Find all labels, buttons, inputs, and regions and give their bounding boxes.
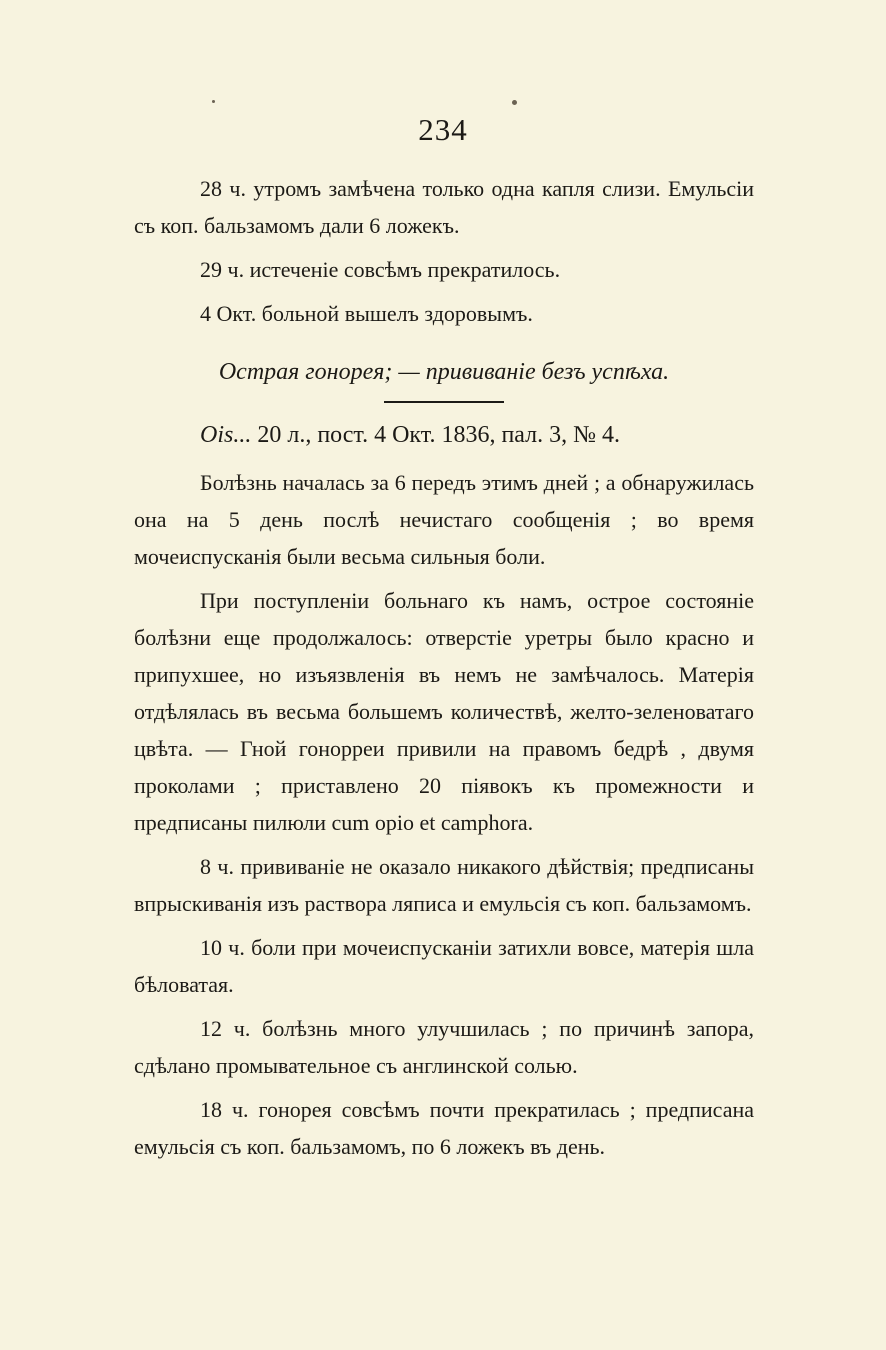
paragraph: При поступленіи больнаго къ намъ, острое состояніе болѣзни еще продолжалось: отверстіе уретры было красно и припухшее, но изъязвленія въ немъ не замѣчалось. Матерія отдѣлялась въ весьма большемъ количествѣ, желто-зеленоватаго цвѣта. — Гной гонорреи привили на правомъ бедрѣ , двумя проколами ; приставлено 20 піявокъ къ промежности и предписаны пилюли cum opio et camphora.	[134, 588, 754, 835]
paragraph: 28 ч. утромъ замѣчена только одна капля слизи. Емульсіи съ коп. бальзамомъ дали 6 ложекъ.	[134, 176, 754, 238]
ink-speck	[512, 100, 517, 105]
body-text	[134, 170, 754, 1172]
paragraph: 4 Окт. больной вышелъ здоровымъ.	[200, 301, 533, 326]
paragraph: Болѣзнь началась за 6 передъ этимъ дней ; а обнаружилась она на 5 день послѣ нечистаго сообщенія ; во время мочеиспусканія были весьма сильныя боли.	[134, 470, 754, 569]
case-details: 20 л., пост. 4 Окт. 1836, пал. 3, № 4.	[257, 422, 621, 448]
paragraph: 29 ч. истеченіе совсѣмъ прекратилось.	[200, 257, 561, 282]
case-header	[134, 417, 754, 454]
page-number: 234	[418, 112, 468, 147]
paragraph: 18 ч. гонорея совсѣмъ почти прекратилась ; предписана емульсія съ коп. бальзамомъ, по 6 ложекъ въ день.	[134, 1097, 754, 1159]
patient-name: Ois...	[200, 422, 252, 448]
paragraph: 10 ч. боли при мочеиспусканіи затихли вовсе, матерія шла бѣловатая.	[134, 935, 754, 997]
section-divider	[384, 401, 504, 403]
ink-speck	[212, 100, 215, 103]
section-heading: Острая гонорея; — прививаніе безъ успѣха.	[218, 359, 670, 385]
paragraph: 8 ч. прививаніе не оказало никакого дѣйствія; предписаны впрыскиванія изъ раствора ляписа и емульсія съ коп. бальзамомъ.	[134, 854, 754, 916]
paragraph: 12 ч. болѣзнь много улучшилась ; по причинѣ запора, сдѣлано промывательное съ англинской солью.	[134, 1016, 754, 1078]
